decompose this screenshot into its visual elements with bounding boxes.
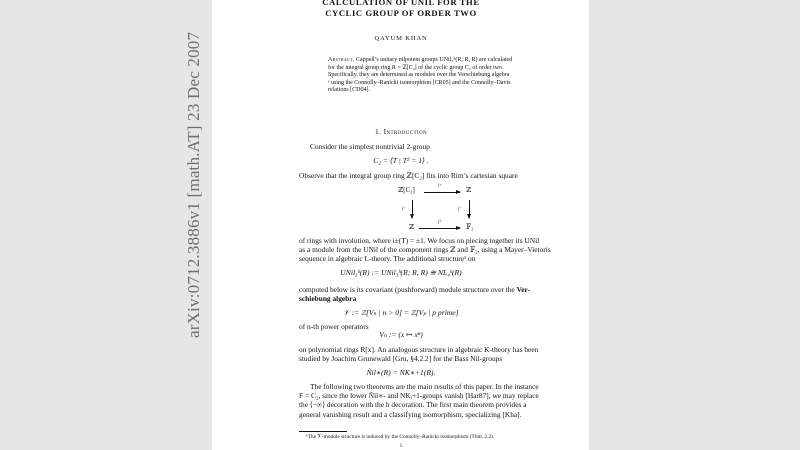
paper-page (212, 0, 589, 450)
abstract-line-5: relations [CD04]. (328, 87, 370, 94)
abstract-line-1: Cappell’s unitary nilpotent groups UNil₃ʰ(R; R, R) are calculated (356, 57, 513, 63)
label-top: i⁺ (438, 184, 442, 189)
p3-line-1: of rings with involution, where i±(T) = ±1. We focus on piecing together its UNil (299, 236, 540, 245)
p6-line-2: studied by Joachim Grunewald [Gru, §4.2.2] for the Bass Nil-groups (299, 354, 503, 364)
p7-line-1: The following two theorems are the main results of this paper. In the instance (310, 382, 539, 391)
equation-3: 𝒱 := ℤ[Vₙ | n > 0] = ℤ[Vₚ | p prime] (343, 308, 459, 317)
arrow-left (412, 200, 413, 218)
p6-line-1: on polynomial rings R[x]. An analogous structure in algebraic K-theory has been (299, 345, 539, 354)
section-title: Introduction (383, 127, 427, 136)
author: QAYUM KHAN (374, 35, 428, 42)
diagram-bottom-right: 𝔽₂ (466, 223, 474, 231)
section-number: 1. (375, 127, 382, 136)
label-bottom: j⁺ (438, 220, 442, 225)
abstract-line-3: Specifically, they are determined as modules over the Verschiebung algebra (328, 72, 510, 79)
footnote-rule (299, 431, 347, 432)
p7-line-4: general vanishing result and a classifying isomorphism, specializing [Kha]. (299, 409, 522, 419)
paragraph-1: Consider the simplest nontrivial 2-group (310, 142, 430, 151)
p7-line-2: F = C₂, since the lower Ñil∗- and NKᵢ+1-groups vanish [Har87], we may replace (299, 391, 539, 401)
page-number: 1 (399, 443, 403, 449)
arxiv-id: arXiv:0712.3886v1 [math.AT] 23 Dec 2007 (184, 31, 203, 338)
p3-line-3: sequence in algebraic L-theory. The additional structure¹ on (299, 254, 476, 264)
paragraph-2: Observe that the integral group ring ℤ[C₂] fits into Rim’s cartesian square (299, 171, 518, 180)
paragraph-4 (299, 285, 530, 303)
equation-2: UNil₃ʰ(R) := UNil₃ʰ(R; R, R) ≅ NL₄ʰ(R) (340, 268, 462, 277)
equation-1: C₂ = ⟨T | T² = 1⟩ . (373, 156, 429, 165)
title-line-1: CALCULATION OF UNIL FOR THE (322, 0, 480, 7)
p3-line-2: as a module from the UNil of the component rings ℤ and 𝔽₂, using a Mayer–Vietoris (299, 245, 551, 255)
p4-bold-2: schiebung algebra (299, 294, 357, 304)
footnote: ¹The 𝒱-module structure is induced by the Connolly–Ranicki isomorphism (Thm. 2.2). (306, 434, 495, 440)
arrow-bottom (419, 228, 460, 229)
abstract-line-4: ᵋ using the Connolly–Ranicki isomorphism [CR05] and the Connolly–Davis (328, 79, 511, 86)
arrow-top (424, 192, 460, 193)
p7-line-3: the ⟨−∞⟩ decoration with the h decoration. The first main theorem provides a (299, 400, 527, 410)
diagram-top-left: ℤ[C₂] (398, 186, 415, 194)
arrow-right (469, 200, 470, 218)
abstract-line-2: for the integral group ring R = ℤ[C₂] of the cyclic group C₂ of order two. (328, 64, 504, 71)
label-right: j⁻ (458, 207, 462, 212)
p4-line-1: computed below is its covariant (pushforward) module structure over the (299, 285, 515, 294)
title-line-2: CYCLIC GROUP OF ORDER TWO (325, 7, 477, 18)
abstract-label: Abstract. (328, 57, 355, 63)
diagram-top-right: ℤ (466, 186, 472, 194)
diagram-bottom-left: ℤ (409, 223, 415, 231)
paragraph-6 (299, 345, 538, 363)
paragraph-3 (299, 236, 589, 264)
equation-4: Vₙ := (x ↦ xⁿ) (379, 330, 423, 339)
paragraph-5: of n-th power operators (299, 322, 369, 331)
equation-5: Ñil∗(R) = NK∗+1(R). (366, 368, 436, 377)
p4-bold-1: Ver- (516, 285, 530, 294)
paragraph-7 (299, 382, 539, 419)
label-left: i⁻ (402, 207, 406, 212)
